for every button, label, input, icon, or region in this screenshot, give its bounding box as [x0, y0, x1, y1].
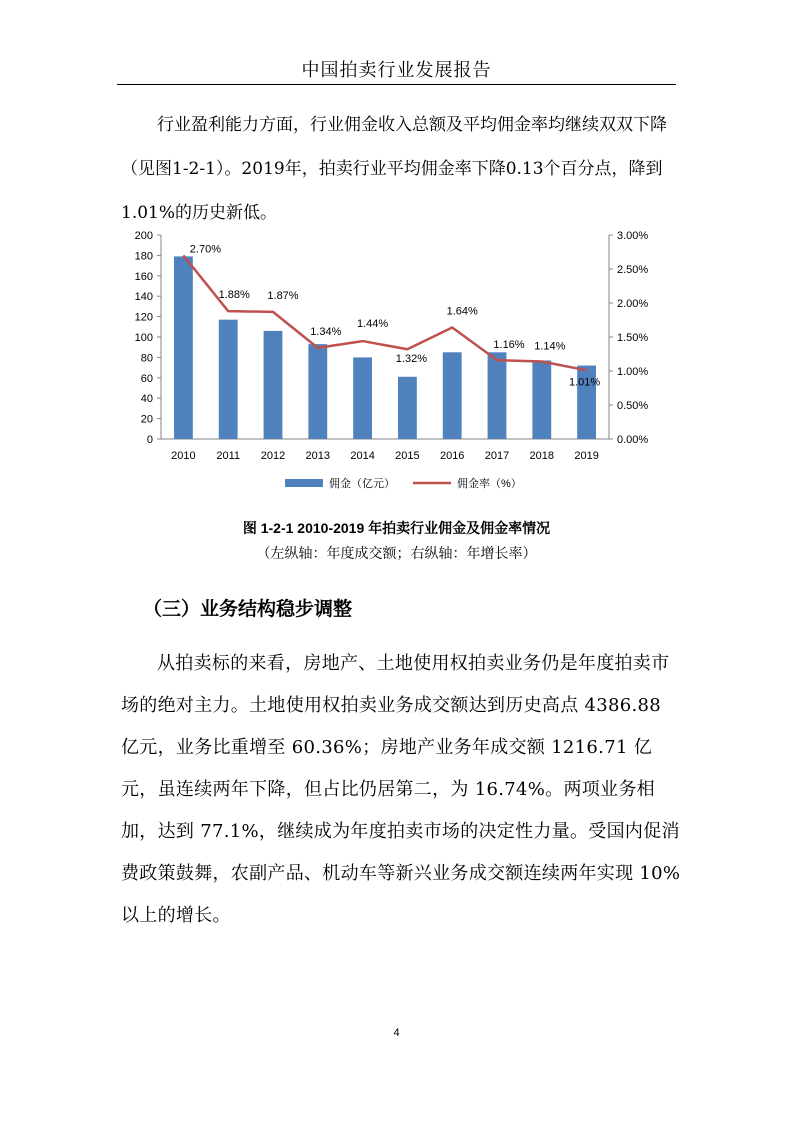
right-tick-label: 3.00% — [617, 230, 649, 242]
left-tick-label: 80 — [140, 352, 153, 365]
right-tick-label: 0.00% — [617, 434, 649, 446]
header-rule — [117, 84, 676, 85]
x-tick-label: 2013 — [305, 450, 331, 462]
rate-data-label: 1.64% — [446, 305, 478, 318]
legend-line-label: 佣金率（%） — [457, 478, 522, 490]
left-tick-label: 120 — [134, 311, 153, 324]
x-tick-label: 2015 — [395, 450, 420, 462]
chart-legend — [285, 476, 522, 490]
figure-subcaption: （左纵轴：年度成交额；右纵轴：年增长率） — [256, 545, 537, 561]
chart-rate-line — [183, 255, 586, 370]
x-tick-label: 2014 — [350, 450, 375, 462]
left-tick-label: 100 — [134, 332, 153, 344]
bar — [308, 344, 327, 439]
x-tick-label: 2012 — [260, 450, 286, 462]
rate-data-label: 1.34% — [310, 325, 342, 338]
bar — [443, 352, 462, 439]
legend-bar-label: 佣金（亿元） — [329, 478, 395, 490]
right-tick-label: 1.00% — [617, 366, 649, 378]
bar — [353, 357, 372, 439]
rate-data-label: 1.16% — [493, 339, 525, 352]
right-tick-label: 1.50% — [617, 332, 649, 344]
legend-bar-swatch — [285, 479, 323, 487]
rate-data-label: 1.01% — [568, 376, 601, 389]
page-number: 4 — [393, 1027, 400, 1039]
header-title: 中国拍卖行业发展报告 — [301, 60, 492, 81]
left-tick-label: 140 — [134, 291, 153, 304]
bar — [398, 377, 417, 439]
x-tick-label: 2010 — [171, 450, 196, 462]
x-tick-label: 2011 — [216, 450, 241, 462]
commission-chart — [117, 222, 649, 504]
rate-data-label: 2.70% — [189, 243, 222, 256]
x-tick-label: 2017 — [484, 450, 510, 462]
bar — [264, 331, 283, 439]
left-tick-label: 160 — [134, 270, 153, 283]
left-tick-label: 20 — [140, 413, 153, 426]
left-tick-label: 40 — [140, 393, 153, 406]
bar — [219, 320, 238, 439]
rate-line — [183, 255, 586, 370]
bar — [532, 360, 551, 439]
x-tick-label: 2016 — [439, 450, 465, 462]
left-tick-label: 200 — [134, 230, 153, 242]
bar — [488, 352, 507, 439]
right-tick-label: 2.00% — [617, 298, 649, 310]
bar — [174, 256, 193, 439]
paragraph-business-structure: 从拍卖标的来看，房地产、土地使用权拍卖业务仍是年度拍卖市场的绝对主力。土地使用权拍卖业务成交额达到历史高点 4386.88 亿元，业务比重增至 60.36%；房地产业务年成交额 1216.71 亿元，虽连续两年下降，但占比仍居第二，为 16.74%。两项业务相加，达到 77.1%，继续成为年度拍卖市场的决定性力量。受国内促消费政策鼓舞，农副产品、机动车等新兴业务成交额连续两年实现 10%以上的增长。 — [121, 653, 681, 926]
right-tick-label: 0.50% — [617, 400, 649, 412]
x-tick-label: 2018 — [529, 450, 555, 462]
rate-data-label: 1.32% — [395, 353, 428, 366]
rate-data-label: 1.14% — [534, 340, 566, 353]
chart-bars — [174, 256, 596, 439]
left-tick-label: 60 — [140, 372, 153, 385]
section-heading: （三）业务结构稳步调整 — [143, 599, 353, 620]
paragraph-profitability: 行业盈利能力方面，行业佣金收入总额及平均佣金率均继续双双下降（见图1-2-1）。2019年，拍卖行业平均佣金率下降0.13个百分点，降到1.01%的历史新低。 — [121, 115, 667, 223]
right-tick-label: 2.50% — [617, 264, 649, 276]
figure-caption: 图 1-2-1 2010-2019 年拍卖行业佣金及佣金率情况 — [242, 520, 551, 536]
left-tick-label: 0 — [146, 434, 153, 446]
x-tick-label: 2019 — [574, 450, 599, 462]
left-tick-label: 180 — [134, 250, 153, 263]
rate-data-label: 1.88% — [218, 289, 250, 302]
rate-data-label: 1.44% — [356, 318, 389, 331]
rate-data-label: 1.87% — [267, 289, 299, 302]
